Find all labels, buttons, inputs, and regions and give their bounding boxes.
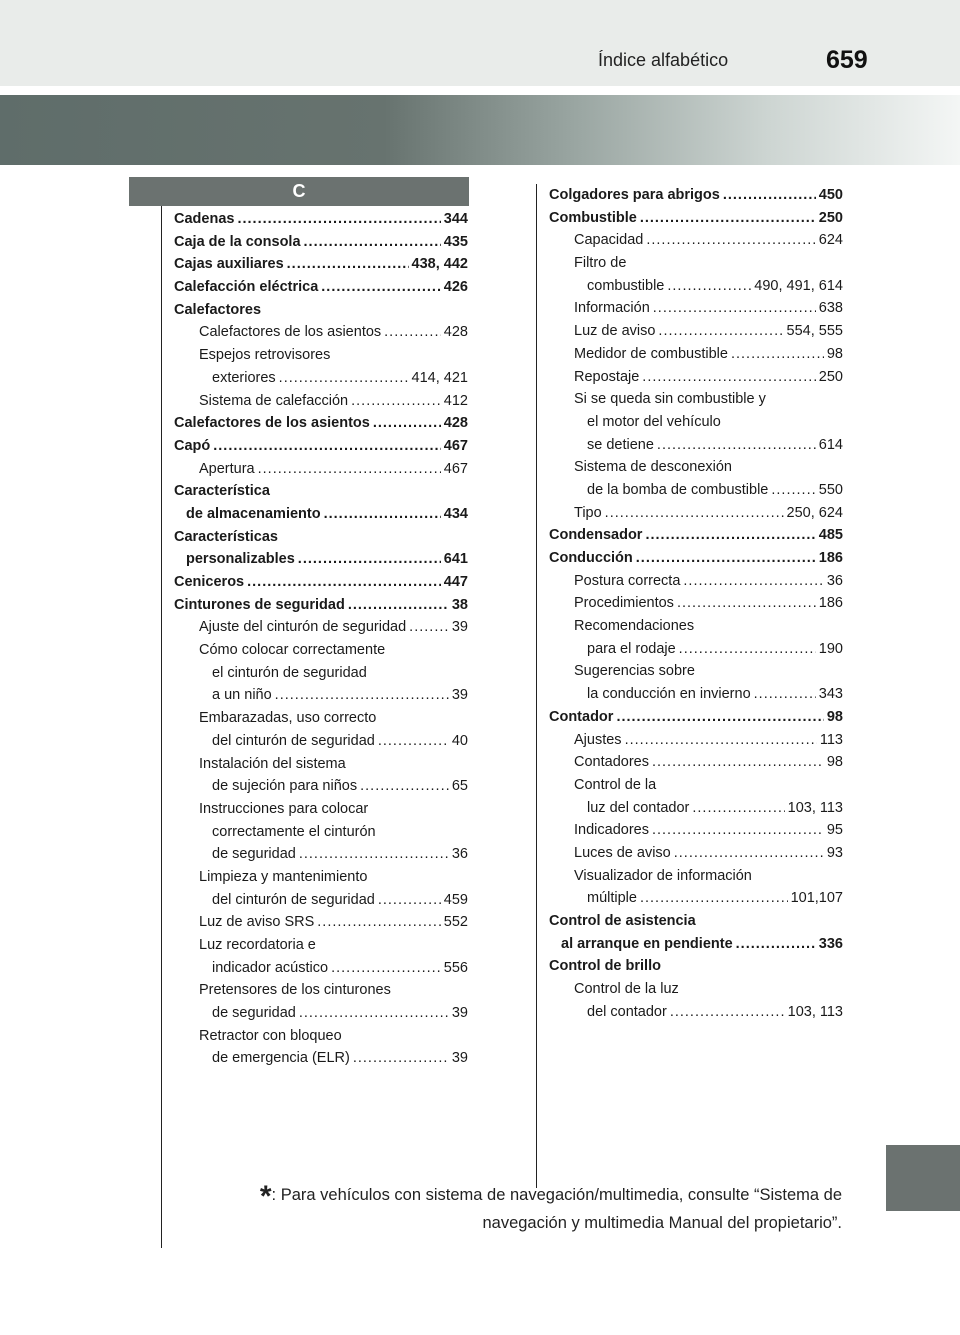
index-entry-term: de la bomba de combustible	[587, 481, 769, 498]
index-entry	[174, 979, 468, 1002]
leader-dots	[642, 366, 816, 389]
index-entry-page: 186	[818, 595, 843, 612]
index-entry-term: Retractor con bloqueo	[199, 1027, 342, 1044]
index-entry	[174, 435, 468, 458]
index-entry-term: combustible	[587, 277, 665, 294]
index-entry-term: Característica	[174, 483, 270, 500]
index-entry-page: 428	[443, 324, 468, 341]
header-band	[0, 0, 960, 86]
leader-dots	[304, 231, 441, 254]
index-entry-term: Luz recordatoria e	[199, 937, 316, 953]
index-entry	[549, 547, 843, 570]
leader-dots	[677, 592, 816, 615]
leader-dots	[723, 184, 816, 207]
index-entry-term: a un niño	[212, 687, 272, 704]
footnote-asterisk: *	[259, 1180, 272, 1213]
leader-dots	[692, 797, 784, 820]
index-entry-term: de emergencia (ELR)	[212, 1050, 350, 1067]
index-entry-term: del cinturón de seguridad	[212, 732, 375, 749]
index-entry-page: 101,107	[790, 890, 843, 907]
index-entry	[174, 616, 468, 639]
leader-dots	[625, 729, 817, 752]
index-entry	[174, 798, 468, 821]
leader-dots	[324, 503, 441, 526]
index-entry-term: exteriores	[212, 369, 276, 386]
index-entry-term: Control de brillo	[549, 958, 661, 975]
index-entry-page: 450	[818, 187, 843, 203]
index-entry	[174, 208, 468, 231]
index-entry	[174, 753, 468, 776]
index-entry-page: 250	[818, 368, 843, 385]
index-entry	[549, 411, 843, 434]
index-entry	[174, 344, 468, 367]
index-entry-page: 98	[826, 345, 843, 362]
index-entry-term: del contador	[587, 1003, 667, 1020]
index-entry-term: de almacenamiento	[186, 505, 321, 522]
leader-dots	[378, 730, 449, 753]
index-entry	[549, 978, 843, 1001]
index-entry-page: 467	[443, 437, 468, 454]
index-entry-page: 641	[443, 551, 468, 568]
index-entry-term: Indicadores	[574, 822, 649, 839]
leader-dots	[670, 1001, 785, 1024]
index-entry-page: 336	[818, 935, 843, 952]
leader-dots	[658, 320, 783, 343]
index-entry	[549, 297, 843, 320]
index-entry-page: 552	[443, 914, 468, 931]
index-entry-term: Ajuste del cinturón de seguridad	[199, 619, 407, 636]
leader-dots	[331, 957, 441, 980]
index-entry	[174, 412, 468, 435]
index-entry	[174, 231, 468, 254]
footnote-text: : Para vehículos con sistema de navegación/multimedia, consulte “Sistema de navegación y multimedia Manual del propietario”.	[271, 1186, 842, 1232]
index-entry-page: 624	[818, 232, 843, 249]
index-entry-term: Tipo	[574, 504, 602, 521]
index-entry	[174, 276, 468, 299]
leader-dots	[287, 253, 409, 276]
index-entry	[174, 367, 468, 390]
index-entry	[174, 458, 468, 481]
leader-dots	[667, 275, 751, 298]
index-entry-page: 65	[451, 778, 468, 795]
index-entry	[549, 184, 843, 207]
index-entry	[174, 548, 468, 571]
leader-dots	[384, 321, 441, 344]
index-entry-term: Control de la	[574, 776, 657, 793]
index-entry-term: de sujeción para niños	[212, 778, 358, 795]
index-entry-page: 95	[826, 822, 843, 839]
leader-dots	[321, 276, 441, 299]
index-entry-page: 39	[451, 1005, 468, 1022]
leader-dots	[360, 775, 449, 798]
index-entry	[174, 571, 468, 594]
index-entry-term: Calefactores de los asientos	[199, 324, 382, 341]
index-entry-page: 556	[443, 959, 468, 976]
index-entry-page: 434	[443, 505, 468, 522]
index-entry-term: de seguridad	[212, 846, 296, 863]
index-entry	[174, 480, 468, 503]
leader-dots	[754, 683, 816, 706]
index-entry	[174, 253, 468, 276]
index-entry-term: el cinturón de seguridad	[212, 664, 367, 681]
leader-dots	[683, 570, 823, 593]
index-column-right	[549, 184, 843, 1023]
index-entry-term: personalizables	[186, 551, 295, 568]
index-entry	[174, 684, 468, 707]
index-entry-page: 39	[451, 619, 468, 636]
index-entry	[174, 1047, 468, 1070]
index-entry-page: 343	[818, 686, 843, 703]
index-entry-page: 428	[443, 415, 468, 432]
index-entry	[174, 730, 468, 753]
leader-dots	[348, 594, 449, 617]
index-entry	[549, 502, 843, 525]
leader-dots	[736, 933, 816, 956]
index-entry-term: Instalación del sistema	[199, 755, 346, 772]
index-entry-page: 435	[443, 233, 468, 250]
leader-dots	[279, 367, 409, 390]
index-entry	[549, 524, 843, 547]
index-entry	[549, 933, 843, 956]
index-entry-term: Cinturones de seguridad	[174, 596, 345, 613]
index-entry-page: 250, 624	[786, 504, 843, 521]
leader-dots	[616, 706, 823, 729]
index-entry-term: Cadenas	[174, 211, 235, 227]
index-entry	[174, 390, 468, 413]
index-entry-term: Características	[174, 528, 278, 545]
index-entry-page: 103, 113	[787, 1003, 843, 1020]
leader-dots	[652, 751, 824, 774]
index-entry-term: Información	[574, 300, 650, 317]
index-entry-page: 38	[451, 596, 468, 613]
leader-dots	[351, 390, 441, 413]
index-entry-term: Pretensores de los cinturones	[199, 982, 391, 999]
index-entry-term: luz del contador	[587, 799, 690, 816]
index-entry	[549, 592, 843, 615]
index-entry-term: Ajustes	[574, 731, 622, 748]
index-entry-term: Caja de la consola	[174, 233, 301, 250]
leader-dots	[237, 208, 440, 231]
index-entry	[549, 706, 843, 729]
index-entry	[549, 456, 843, 479]
index-entry-page: 426	[443, 279, 468, 296]
index-entry-page: 554, 555	[786, 323, 843, 340]
index-entry	[174, 707, 468, 730]
index-entry-term: del cinturón de seguridad	[212, 891, 375, 908]
index-entry-term: Combustible	[549, 209, 637, 226]
index-entry-term: Procedimientos	[574, 595, 674, 612]
index-entry-term: Control de la luz	[574, 981, 679, 998]
index-entry	[549, 797, 843, 820]
index-entry-term: Capó	[174, 437, 211, 454]
leader-dots	[258, 458, 441, 481]
index-entry	[174, 594, 468, 617]
leader-dots	[674, 842, 824, 865]
leader-dots	[373, 412, 441, 435]
index-entry	[174, 934, 468, 957]
index-entry-page: 40	[451, 732, 468, 749]
index-entry	[549, 774, 843, 797]
index-entry-page: 98	[826, 754, 843, 771]
index-entry-page: 190	[818, 640, 843, 657]
index-entry-term: Contador	[549, 708, 614, 725]
index-entry-term: Espejos retrovisores	[199, 347, 331, 364]
left-margin-rule	[161, 206, 162, 1248]
index-entry-page: 414, 421	[411, 369, 468, 386]
index-entry	[549, 865, 843, 888]
index-entry	[549, 479, 843, 502]
index-entry-page: 638	[818, 300, 843, 317]
index-entry	[549, 842, 843, 865]
index-entry	[174, 889, 468, 912]
index-entry-page: 447	[443, 574, 468, 590]
index-entry-term: Calefacción eléctrica	[174, 279, 319, 296]
index-entry-term: correctamente el cinturón	[212, 823, 376, 840]
index-entry	[174, 821, 468, 844]
leader-dots	[652, 819, 824, 842]
index-entry	[174, 639, 468, 662]
index-entry-term: Calefactores de los asientos	[174, 415, 370, 432]
index-entry-page: 98	[826, 708, 843, 725]
index-entry-term: Embarazadas, uso correcto	[199, 710, 377, 727]
index-entry-term: Luz de aviso	[574, 323, 656, 340]
column-divider-rule	[536, 184, 537, 1188]
index-entry-term: la conducción en invierno	[587, 686, 751, 703]
leader-dots	[275, 684, 449, 707]
index-entry-page: 412	[443, 392, 468, 409]
index-entry	[174, 526, 468, 549]
index-entry	[549, 320, 843, 343]
index-entry-page: 614	[818, 436, 843, 453]
index-entry-term: el motor del vehículo	[587, 413, 721, 430]
index-entry	[549, 570, 843, 593]
index-column-left	[174, 208, 468, 1070]
leader-dots	[636, 547, 816, 570]
index-entry-term: Contadores	[574, 754, 649, 771]
index-entry-term: Cómo colocar correctamente	[199, 642, 386, 659]
index-entry-term: Luces de aviso	[574, 844, 671, 861]
index-entry-term: Calefactores	[174, 301, 262, 318]
leader-dots	[317, 911, 441, 934]
leader-dots	[640, 887, 788, 910]
index-entry-term: Ceniceros	[174, 574, 245, 590]
decorative-banner	[0, 95, 960, 165]
index-entry	[549, 638, 843, 661]
index-entry	[174, 866, 468, 889]
index-entry-page: 36	[451, 846, 468, 863]
index-entry-term: Apertura	[199, 460, 255, 477]
letter-section-header: C	[129, 177, 469, 206]
index-entry-term: Si se queda sin combustible y	[574, 391, 766, 408]
page-number: 659	[826, 46, 868, 74]
index-entry-term: Medidor de combustible	[574, 345, 728, 362]
index-entry-page: 459	[443, 891, 468, 908]
index-entry	[174, 957, 468, 980]
footnote	[190, 1182, 842, 1236]
index-entry-term: Luz de aviso SRS	[199, 914, 315, 931]
leader-dots	[353, 1047, 449, 1070]
leader-dots	[731, 343, 824, 366]
index-entry-term: Colgadores para abrigos	[549, 187, 720, 203]
index-entry	[549, 683, 843, 706]
index-entry	[174, 503, 468, 526]
index-entry	[549, 252, 843, 275]
index-entry	[549, 955, 843, 978]
index-entry-term: indicador acústico	[212, 959, 329, 976]
index-entry-term: Limpieza y mantenimiento	[199, 868, 368, 885]
leader-dots	[299, 1002, 449, 1025]
leader-dots	[653, 297, 816, 320]
index-entry	[549, 1001, 843, 1024]
index-entry	[174, 662, 468, 685]
index-entry-page: 467	[443, 460, 468, 477]
leader-dots	[247, 571, 441, 594]
leader-dots	[657, 434, 816, 457]
index-entry-page: 485	[818, 527, 843, 544]
index-entry-page: 39	[451, 687, 468, 704]
section-title: Índice alfabético	[598, 50, 729, 70]
index-entry	[174, 843, 468, 866]
leader-dots	[771, 479, 815, 502]
index-entry	[174, 1002, 468, 1025]
index-entry-term: Condensador	[549, 527, 643, 544]
index-entry	[549, 388, 843, 411]
index-entry	[174, 299, 468, 322]
index-entry	[549, 615, 843, 638]
index-entry-page: 103, 113	[787, 799, 843, 816]
index-entry-term: Recomendaciones	[574, 618, 695, 635]
index-entry-page: 344	[443, 211, 468, 227]
index-entry	[549, 434, 843, 457]
index-entry	[549, 229, 843, 252]
leader-dots	[213, 435, 441, 458]
index-entry	[549, 275, 843, 298]
index-entry	[549, 887, 843, 910]
leader-dots	[645, 524, 815, 547]
leader-dots	[299, 843, 449, 866]
index-entry-term: para el rodaje	[587, 640, 676, 657]
leader-dots	[409, 616, 449, 639]
index-entry	[174, 321, 468, 344]
leader-dots	[605, 502, 784, 525]
index-entry-term: Sistema de desconexión	[574, 459, 732, 476]
index-entry-term: Capacidad	[574, 232, 644, 249]
leader-dots	[679, 638, 816, 661]
index-entry-term: Filtro de	[574, 255, 627, 272]
index-entry-term: Sugerencias sobre	[574, 663, 695, 680]
index-entry	[549, 660, 843, 683]
index-entry-page: 39	[451, 1050, 468, 1067]
index-entry-page: 186	[818, 550, 843, 566]
index-entry-term: al arranque en pendiente	[561, 935, 733, 952]
index-entry-term: Visualizador de información	[574, 867, 752, 884]
index-entry-page: 490, 491, 614	[754, 277, 843, 294]
index-entry	[549, 207, 843, 230]
index-entry-page: 36	[826, 572, 843, 589]
index-entry-term: múltiple	[587, 890, 637, 907]
index-entry	[174, 1025, 468, 1048]
index-entry	[549, 910, 843, 933]
leader-dots	[378, 889, 441, 912]
index-entry	[549, 729, 843, 752]
index-entry-term: de seguridad	[212, 1005, 296, 1022]
index-entry-term: Sistema de calefacción	[199, 392, 349, 409]
index-entry-page: 550	[818, 481, 843, 498]
index-entry-term: Cajas auxiliares	[174, 256, 284, 273]
index-entry-term: Conducción	[549, 550, 633, 566]
index-entry	[549, 751, 843, 774]
index-entry	[549, 366, 843, 389]
index-entry-term: Postura correcta	[574, 572, 681, 589]
chapter-tab	[886, 1145, 960, 1211]
index-entry	[174, 911, 468, 934]
index-entry-page: 93	[826, 844, 843, 861]
leader-dots	[298, 548, 441, 571]
leader-dots	[646, 229, 815, 252]
leader-dots	[640, 207, 816, 230]
index-entry-term: se detiene	[587, 436, 654, 453]
index-entry	[549, 819, 843, 842]
index-entry-term: Instrucciones para colocar	[199, 800, 369, 817]
index-entry-page: 250	[818, 209, 843, 226]
index-entry-page: 438, 442	[411, 256, 468, 273]
index-entry-term: Control de asistencia	[549, 913, 696, 929]
index-entry-term: Repostaje	[574, 368, 640, 385]
index-entry	[549, 343, 843, 366]
index-entry	[174, 775, 468, 798]
index-entry-page: 113	[819, 731, 843, 748]
